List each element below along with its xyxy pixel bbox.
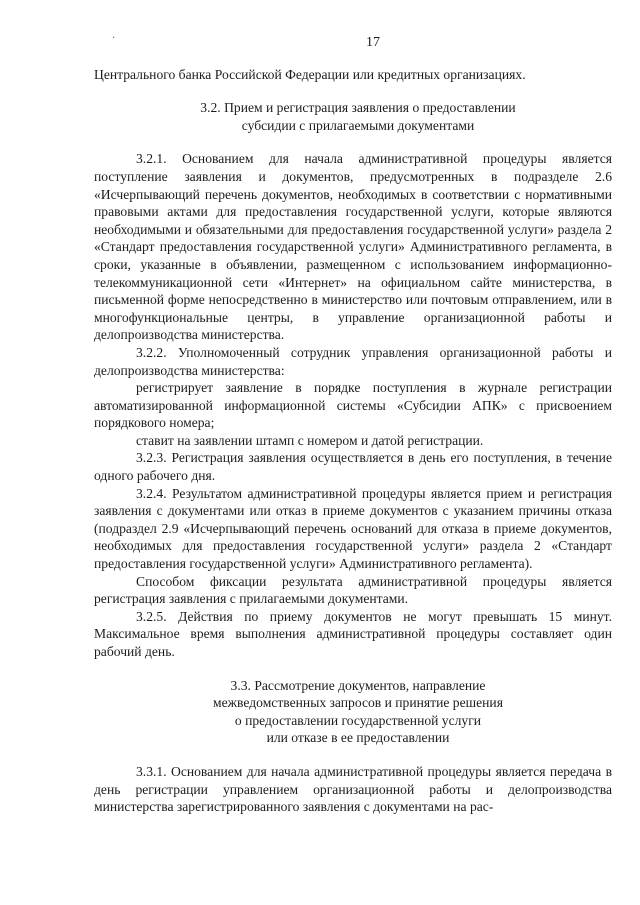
section-3-2-body <box>94 150 612 660</box>
paragraph-register: регистрирует заявление в порядке поступления в журнале регистрации автоматизированной информационной системы «Субсидии АПК» с присвоением порядкового номера; <box>94 380 612 431</box>
paragraph-3-2-5: 3.2.5. Действия по приему документов не могут превышать 15 минут. Максимальное время выполнения административной процедуры составляет один рабочий день. <box>94 608 612 659</box>
paragraph-stamp: ставит на заявлении штамп с номером и датой регистрации. <box>136 432 484 448</box>
paragraph-3-2-1: 3.2.1. Основанием для начала административной процедуры является поступление заявления и документов, предусмотренных в подразделе 2.6 «Исчерпывающий перечень документов, необходимых в соответствии с нормативными правовыми актами для предоставления государственной услуги, которые являются необходимыми и обязательными для предоставления государственной услуги» раздела 2 «Стандарт предоставления государственной услуги» Административного регламента, в сроки, указанные в объявлении, размещенном с использованием информационно-телекоммуникационной сети «Интернет» на официальном сайте министерства, в письменной форме непосредственно в министерство или почтовым отправлением, или в многофункциональные центры, в управление организационной работы и делопроизводства министерства. <box>94 151 612 343</box>
page-number: 17 <box>366 35 380 50</box>
scan-mark: · <box>112 33 116 44</box>
intro-line: Центрального банка Российской Федерации или кредитных организациях. <box>94 66 526 82</box>
section-3-2-heading-line: субсидии с прилагаемыми документами <box>241 117 475 133</box>
section-3-3-heading <box>94 677 612 747</box>
section-3-2-heading <box>94 99 612 134</box>
paragraph-3-2-4: 3.2.4. Результатом административной процедуры является прием и регистрация заявления с документами или отказ в приеме документов с указанием причины отказа (подраздел 2.9 «Исчерпывающий перечень оснований для отказа в приеме документов, необходимых для предоставления государственной услуги» раздела 2 «Стандарт предоставления государственной услуги» Административного регламента). <box>94 485 612 572</box>
paragraph-3-2-3: 3.2.3. Регистрация заявления осуществляется в день его поступления, в течение одного рабочего дня. <box>94 450 612 484</box>
section-3-2-heading-line: 3.2. Прием и регистрация заявления о предоставлении <box>200 100 516 116</box>
section-3-3-heading-line: или отказе в ее предоставлении <box>266 730 450 746</box>
section-3-3-body <box>94 763 612 816</box>
paragraph-3-2-2: 3.2.2. Уполномоченный сотрудник управления организационной работы и делопроизводства министерства: <box>94 344 612 378</box>
paragraph-fixation: Способом фиксации результата административной процедуры является регистрация заявления с прилагаемыми документами. <box>94 573 612 607</box>
section-3-3-heading-line: о предоставлении государственной услуги <box>234 712 482 728</box>
section-3-3-heading-line: 3.3. Рассмотрение документов, направление <box>230 677 486 693</box>
section-3-3-heading-line: межведомственных запросов и принятие решения <box>213 695 503 711</box>
paragraph-3-3-1: 3.3.1. Основанием для начала административной процедуры является передача в день регистрации управлением организационной работы и делопроизводства министерства зарегистрированного заявления с документами на рас- <box>94 763 612 815</box>
